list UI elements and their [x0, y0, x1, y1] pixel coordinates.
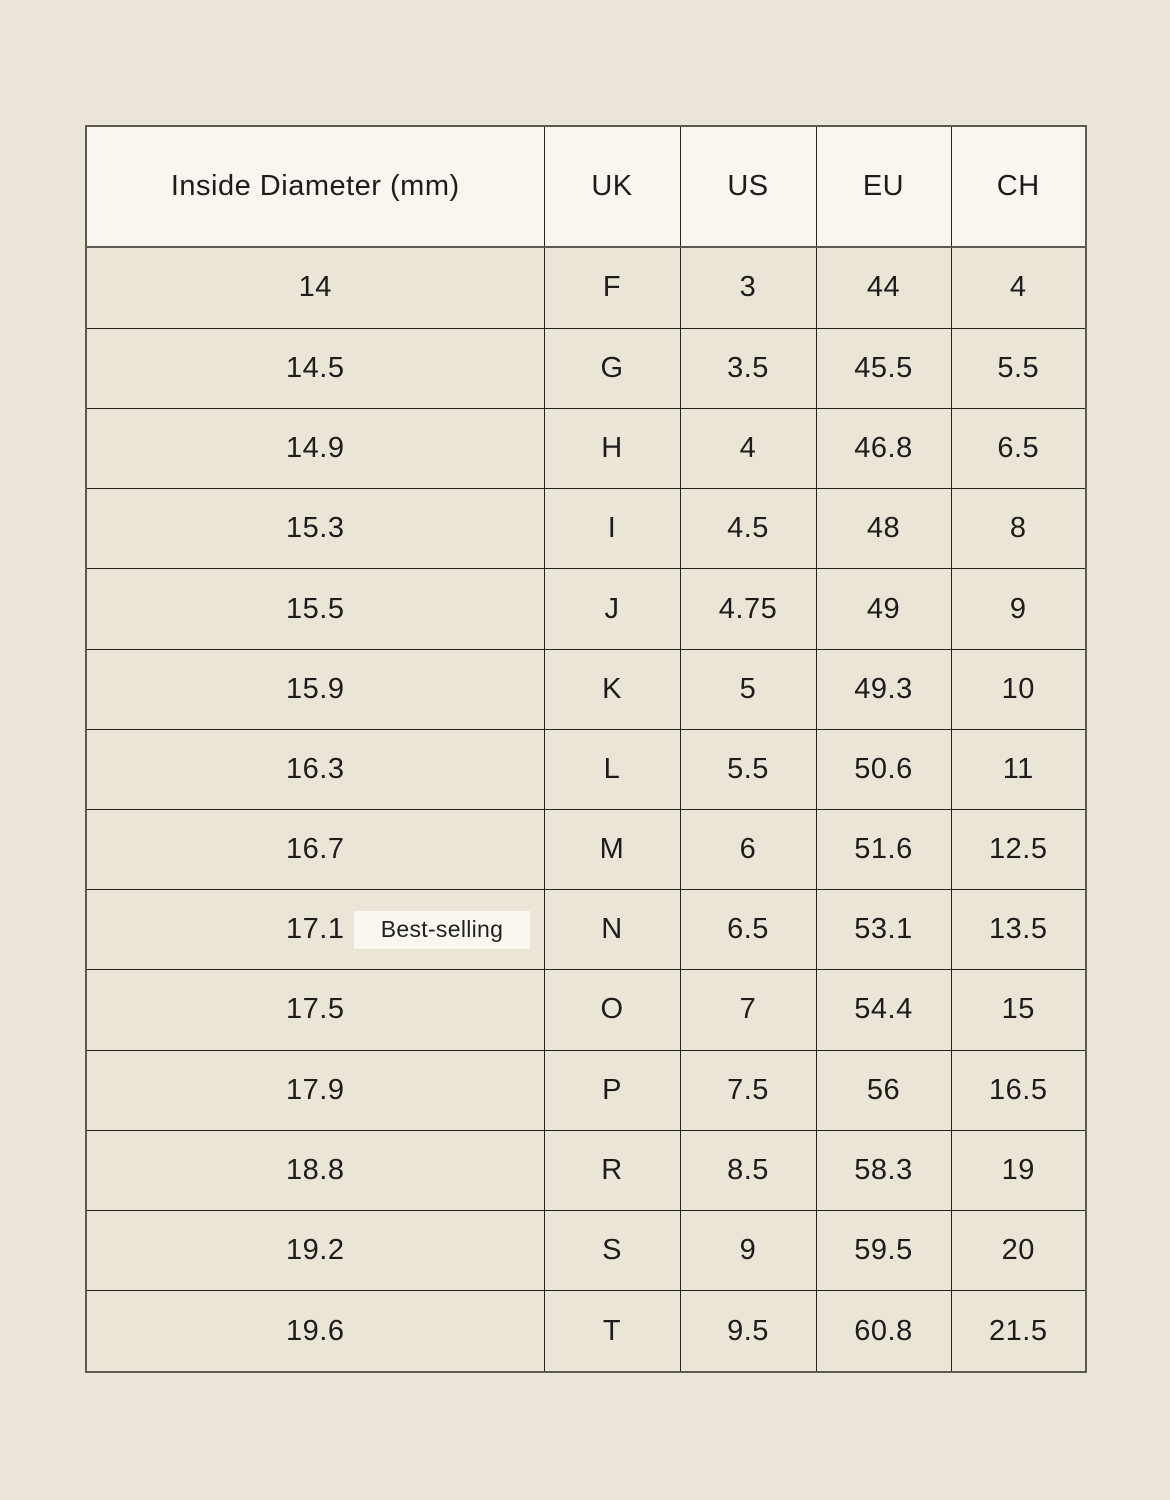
cell-value: 15 [1001, 993, 1035, 1026]
cell-value: J [604, 592, 620, 625]
cell-value: 17.5 [286, 993, 345, 1026]
cell-value: F [602, 271, 622, 304]
table-cell [816, 729, 951, 809]
table-row [86, 328, 1086, 408]
table-cell [86, 247, 544, 328]
cell-value: 5 [739, 672, 757, 705]
cell-value: 16.7 [286, 833, 345, 866]
table-cell [816, 1210, 951, 1290]
cell-value: 19.6 [286, 1314, 345, 1347]
cell-value: 8 [1009, 512, 1027, 545]
cell-value: 15.3 [286, 512, 345, 545]
table-cell [544, 1291, 680, 1372]
cell-value: 51.6 [854, 833, 913, 866]
cell-value: 56 [866, 1073, 901, 1106]
table-cell [816, 1291, 951, 1372]
cell-value: 6.5 [727, 913, 769, 946]
table-cell [86, 970, 544, 1050]
table-cell [680, 890, 816, 970]
cell-value: H [601, 432, 623, 465]
cell-value: S [602, 1234, 622, 1267]
table-row [86, 809, 1086, 889]
table-body [86, 247, 1086, 1372]
table-cell [680, 1210, 816, 1290]
cell-value: I [607, 512, 617, 545]
cell-value: 4.5 [727, 512, 769, 545]
table-cell [544, 489, 680, 569]
cell-value: 44 [866, 271, 901, 304]
table-row [86, 1210, 1086, 1290]
table-cell [816, 328, 951, 408]
cell-value: R [601, 1153, 623, 1186]
table-cell [86, 1050, 544, 1130]
table-cell [680, 328, 816, 408]
cell-value: 59.5 [854, 1234, 913, 1267]
table-cell [680, 649, 816, 729]
table-cell [816, 970, 951, 1050]
header-ch: CH [951, 126, 1086, 247]
table-cell [544, 328, 680, 408]
cell-value: 6.5 [997, 432, 1040, 465]
cell-value: 54.4 [854, 993, 913, 1026]
table-row [86, 409, 1086, 489]
cell-value: 13.5 [989, 913, 1048, 946]
cell-value: 4.75 [718, 592, 778, 625]
table-row [86, 247, 1086, 328]
cell-value: 48 [866, 512, 901, 545]
cell-value: 15.5 [286, 592, 345, 625]
table-cell [544, 970, 680, 1050]
cell-value: 49.3 [854, 672, 913, 705]
table-cell [951, 1050, 1086, 1130]
best-selling-badge: Best-selling [354, 911, 530, 949]
cell-value: 9 [739, 1234, 757, 1267]
table-row [86, 1050, 1086, 1130]
cell-value: 7 [739, 993, 757, 1026]
table-cell [544, 569, 680, 649]
cell-value: 3.5 [727, 351, 769, 384]
cell-value: L [603, 752, 621, 785]
cell-value: 19 [1001, 1153, 1035, 1186]
cell-value: 7.5 [727, 1073, 769, 1106]
cell-value: N [601, 913, 623, 946]
table-cell [816, 649, 951, 729]
cell-value: K [602, 672, 622, 705]
cell-value: 11 [1002, 752, 1034, 785]
table-cell [544, 809, 680, 889]
table-cell [951, 1130, 1086, 1210]
table-cell [86, 409, 544, 489]
table-cell [680, 729, 816, 809]
cell-value: 10 [1001, 672, 1035, 705]
table-cell [951, 569, 1086, 649]
cell-value: 14.9 [286, 432, 345, 465]
table-cell [816, 409, 951, 489]
table-cell [951, 970, 1086, 1050]
cell-value: 17.1 [286, 913, 345, 946]
table-cell [680, 1050, 816, 1130]
cell-value: 5.5 [727, 752, 769, 785]
header-row [86, 126, 1086, 247]
header-eu: EU [816, 126, 951, 247]
cell-value: 20 [1001, 1234, 1035, 1267]
cell-value: 9 [1009, 592, 1027, 625]
table-cell [951, 729, 1086, 809]
cell-value: 21.5 [989, 1314, 1048, 1347]
cell-value: 5.5 [997, 351, 1040, 384]
table-cell [544, 247, 680, 328]
cell-value: 50.6 [854, 752, 913, 785]
table-cell [816, 247, 951, 328]
table-cell [951, 247, 1086, 328]
cell-value: 60.8 [854, 1314, 913, 1347]
cell-value: 9.5 [727, 1314, 769, 1347]
table-row [86, 1130, 1086, 1210]
ring-size-table [85, 125, 1087, 1373]
table-cell [680, 970, 816, 1050]
table-cell [951, 1291, 1086, 1372]
cell-value: 15.9 [286, 672, 345, 705]
table-cell [544, 649, 680, 729]
table-cell [680, 489, 816, 569]
table-row [86, 729, 1086, 809]
cell-value: 14 [298, 271, 332, 304]
table-cell [816, 1050, 951, 1130]
table-cell [86, 1291, 544, 1372]
cell-value: 4 [1009, 271, 1027, 304]
cell-value: 8.5 [727, 1153, 769, 1186]
cell-value: 19.2 [286, 1234, 345, 1267]
cell-value: 14.5 [286, 351, 345, 384]
table-cell [86, 809, 544, 889]
table-cell [86, 1210, 544, 1290]
table-cell [816, 890, 951, 970]
table-cell [680, 247, 816, 328]
table-cell [86, 489, 544, 569]
table-cell [86, 649, 544, 729]
cell-value: M [599, 833, 625, 866]
table-cell [816, 489, 951, 569]
cell-value: 17.9 [286, 1073, 345, 1106]
cell-value: 12.5 [989, 833, 1048, 866]
table-cell [86, 328, 544, 408]
table-row [86, 890, 1086, 970]
table-cell [951, 890, 1086, 970]
header-uk: UK [544, 126, 680, 247]
cell-value: 45.5 [854, 351, 913, 384]
cell-value: 46.8 [854, 432, 913, 465]
table-cell [680, 809, 816, 889]
table-cell [544, 1050, 680, 1130]
table-row [86, 489, 1086, 569]
cell-value: 16.3 [286, 752, 345, 785]
header-us: US [680, 126, 816, 247]
table-cell [544, 1130, 680, 1210]
table-cell [951, 649, 1086, 729]
table-cell [86, 1130, 544, 1210]
table-row [86, 569, 1086, 649]
cell-value: 18.8 [286, 1153, 345, 1186]
table-cell [951, 809, 1086, 889]
table-cell [544, 890, 680, 970]
cell-value: T [602, 1314, 622, 1347]
table-cell [680, 569, 816, 649]
cell-value: O [600, 993, 624, 1026]
table-cell [816, 569, 951, 649]
table-cell [680, 1291, 816, 1372]
header-inside-diameter: Inside Diameter (mm) [86, 126, 544, 247]
table-row [86, 1291, 1086, 1372]
table-cell [544, 729, 680, 809]
cell-value: 49 [866, 592, 901, 625]
table-cell [680, 1130, 816, 1210]
table-cell [544, 409, 680, 489]
table-cell [86, 569, 544, 649]
table-cell [816, 809, 951, 889]
table-cell [544, 1210, 680, 1290]
cell-value: G [600, 351, 624, 384]
cell-value: 58.3 [854, 1153, 913, 1186]
table-cell [86, 890, 544, 970]
table-cell [951, 489, 1086, 569]
table-cell [86, 729, 544, 809]
cell-value: 16.5 [989, 1073, 1048, 1106]
cell-value: P [602, 1073, 622, 1106]
cell-value: 4 [739, 432, 757, 465]
table-cell [680, 409, 816, 489]
table-row [86, 649, 1086, 729]
table-row [86, 970, 1086, 1050]
cell-value: 6 [739, 833, 757, 866]
cell-value: 53.1 [854, 913, 913, 946]
table-cell [951, 328, 1086, 408]
table-cell [951, 1210, 1086, 1290]
cell-value: 3 [739, 271, 757, 304]
table-cell [816, 1130, 951, 1210]
table-cell [951, 409, 1086, 489]
